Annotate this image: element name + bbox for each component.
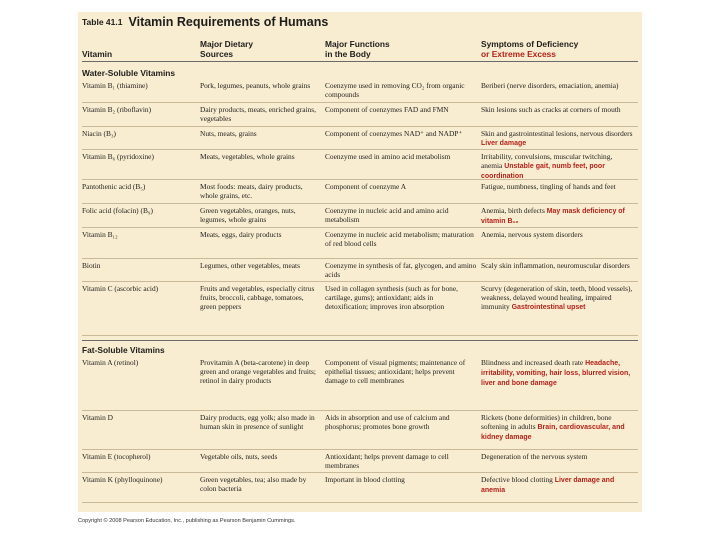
cell-vitamin-text: Vitamin K (phylloquinone)	[82, 475, 163, 484]
cell-vitamin-text: Niacin (B₃)	[82, 129, 116, 138]
cell-vitamin-text: Vitamin D	[82, 413, 113, 422]
cell-vitamin	[82, 153, 200, 181]
header-symptoms	[481, 39, 638, 59]
vitamin-table	[78, 12, 642, 512]
cell-functions-text: Component of visual pigments; maintenance of epithelial tissues; antioxidant; helps prevent damage to cell membranes	[325, 358, 466, 385]
cell-symptoms	[481, 359, 638, 410]
cell-vitamin-text: Vitamin A (retinol)	[82, 358, 139, 367]
water-soluble-rows	[82, 79, 638, 336]
cell-symptoms-text: Blindness and increased death rate	[481, 358, 584, 367]
header-sources-line1: Major Dietary	[200, 39, 254, 49]
cell-symptoms	[481, 414, 638, 449]
cell-sources	[200, 106, 325, 126]
cell-sources-text: Vegetable oils, nuts, seeds	[200, 452, 278, 461]
cell-symptoms	[481, 231, 638, 258]
cell-vitamin	[82, 453, 200, 472]
cell-functions-text: Coenzyme in synthesis of fat, glycogen, and amino acids	[325, 261, 477, 279]
table-title: Vitamin Requirements of Humans	[128, 15, 329, 29]
cell-symptoms-text: Scaly skin inflammation, neuromuscular disorders	[481, 261, 630, 270]
cell-symptoms	[481, 453, 638, 472]
cell-symptoms-text: Degeneration of the nervous system	[481, 452, 588, 461]
header-sources-line2: Sources	[200, 49, 234, 59]
excess-symptom-text: Gastrointestinal upset	[511, 303, 586, 311]
cell-symptoms-text: Irritability, convulsions, muscular twitching, anemia	[481, 152, 613, 170]
header-sources	[200, 39, 325, 59]
cell-symptoms	[481, 207, 638, 227]
cell-symptoms-text: Fatigue, numbness, tingling of hands and feet	[481, 182, 616, 191]
cell-vitamin	[82, 82, 200, 102]
excess-symptom-text: Unstable gait, numb feet, poor coordination	[481, 162, 605, 180]
cell-symptoms-text: Skin lesions such as cracks at corners of mouth	[481, 105, 621, 114]
table-row	[82, 103, 638, 127]
cell-sources	[200, 183, 325, 203]
table-row	[82, 150, 638, 180]
cell-functions-text: Aids in absorption and use of calcium and phosphorus; promotes bone growth	[325, 413, 450, 431]
cell-vitamin-text: Vitamin B₁ (thiamine)	[82, 81, 148, 90]
cell-functions	[325, 153, 481, 181]
cell-sources-text: Nuts, meats, grains	[200, 129, 257, 138]
table-row	[82, 282, 638, 336]
cell-symptoms-text: Beriberi (nerve disorders, emaciation, anemia)	[481, 81, 619, 90]
cell-functions	[325, 414, 481, 449]
cell-symptoms	[481, 183, 638, 203]
cell-vitamin-text: Vitamin B₁₂	[82, 230, 118, 239]
header-vitamin-label: Vitamin	[82, 49, 113, 59]
section-title-water: Water-Soluble Vitamins	[82, 68, 176, 78]
cell-functions	[325, 130, 481, 149]
cell-sources	[200, 453, 325, 472]
section-title-fat: Fat-Soluble Vitamins	[82, 345, 165, 355]
cell-symptoms-text: Anemia, birth defects	[481, 206, 545, 215]
cell-sources-text: Most foods: meats, dairy products, whole grains, etc.	[200, 182, 303, 200]
cell-sources-text: Dairy products, meats, enriched grains, vegetables	[200, 105, 316, 123]
table-row	[82, 204, 638, 228]
cell-functions-text: Coenzyme used in removing CO₂ from organic compounds	[325, 81, 465, 99]
cell-sources-text: Legumes, other vegetables, meats	[200, 261, 300, 270]
cell-symptoms-text: Rickets (bone deformities) in children, bone softening in adults	[481, 413, 612, 431]
cell-sources	[200, 231, 325, 258]
table-row	[82, 79, 638, 103]
header-functions-line1: Major Functions	[325, 39, 390, 49]
cell-functions	[325, 285, 481, 335]
cell-sources	[200, 153, 325, 181]
cell-sources-text: Meats, vegetables, whole grains	[200, 152, 295, 161]
cell-sources-text: Meats, eggs, dairy products	[200, 230, 282, 239]
table-row	[82, 411, 638, 450]
cell-functions	[325, 262, 481, 281]
cell-symptoms-text: Skin and gastrointestinal lesions, nervous disorders	[481, 129, 633, 138]
header-functions	[325, 39, 481, 59]
cell-functions-text: Component of coenzymes FAD and FMN	[325, 105, 449, 114]
cell-vitamin	[82, 414, 200, 449]
cell-functions	[325, 453, 481, 472]
cell-symptoms	[481, 262, 638, 281]
cell-functions	[325, 183, 481, 203]
header-vitamin	[82, 49, 200, 59]
cell-symptoms	[481, 82, 638, 102]
cell-functions-text: Used in collagen synthesis (such as for bone, cartilage, gums); antioxidant; aids in detoxification; improves iron absorption	[325, 284, 459, 311]
cell-sources-text: Pork, legumes, peanuts, whole grains	[200, 81, 311, 90]
cell-sources-text: Dairy products, egg yolk; also made in human skin in presence of sunlight	[200, 413, 315, 431]
excess-symptom-text: Brain, cardiovascular, and kidney damage	[481, 423, 625, 441]
cell-vitamin-text: Vitamin E (tocopherol)	[82, 452, 151, 461]
cell-functions-text: Component of coenzymes NAD⁺ and NADP⁺	[325, 129, 463, 138]
cell-vitamin-text: Vitamin C (ascorbic acid)	[82, 284, 159, 293]
cell-functions	[325, 82, 481, 102]
cell-vitamin-text: Vitamin B₂ (riboflavin)	[82, 105, 152, 114]
cell-functions-text: Component of coenzyme A	[325, 182, 407, 191]
cell-sources	[200, 207, 325, 227]
table-row	[82, 356, 638, 411]
table-row	[82, 450, 638, 473]
cell-functions	[325, 476, 481, 502]
cell-symptoms-text: Defective blood clotting	[481, 475, 553, 484]
excess-symptom-text: Headache, irritability, vomiting, hair loss, blurred vision, liver and bone damage	[481, 360, 631, 387]
cell-symptoms	[481, 153, 638, 181]
cell-symptoms	[481, 106, 638, 126]
excess-symptom-text: Liver damage	[481, 139, 527, 147]
cell-sources-text: Provitamin A (beta-carotene) in deep green and orange vegetables and fruits; retinol in dairy products	[200, 358, 316, 385]
cell-functions	[325, 359, 481, 410]
cell-symptoms	[481, 476, 638, 502]
cell-vitamin	[82, 231, 200, 258]
cell-sources-text: Green vegetables, tea; also made by colon bacteria	[200, 475, 307, 493]
cell-vitamin	[82, 359, 200, 410]
fat-soluble-rows	[82, 356, 638, 503]
cell-sources-text: Fruits and vegetables, especially citrus fruits, broccoli, cabbage, tomatoes, green peppers	[200, 284, 315, 311]
cell-functions-text: Coenzyme in nucleic acid metabolism; maturation of red blood cells	[325, 230, 474, 248]
cell-vitamin-text: Biotin	[82, 261, 101, 270]
cell-vitamin	[82, 183, 200, 203]
cell-vitamin	[82, 106, 200, 126]
cell-functions-text: Antioxidant; helps prevent damage to cell membranes	[325, 452, 449, 470]
header-functions-line2: in the Body	[325, 49, 371, 59]
table-header	[82, 32, 638, 62]
cell-sources	[200, 262, 325, 281]
cell-functions	[325, 231, 481, 258]
cell-vitamin-text: Folic acid (folacin) (B₉)	[82, 206, 153, 215]
cell-symptoms-text: Anemia, nervous system disorders	[481, 230, 583, 239]
table-row	[82, 127, 638, 150]
cell-functions	[325, 207, 481, 227]
cell-functions-text: Important in blood clotting	[325, 475, 405, 484]
cell-vitamin	[82, 262, 200, 281]
excess-symptom-text: May mask deficiency of vitamin B₁₂	[481, 208, 625, 225]
cell-functions-text: Coenzyme in nucleic acid and amino acid metabolism	[325, 206, 449, 224]
table-number: Table 41.1	[82, 17, 123, 27]
cell-vitamin	[82, 476, 200, 502]
table-row	[82, 473, 638, 503]
cell-sources	[200, 130, 325, 149]
table-row	[82, 228, 638, 259]
cell-sources	[200, 285, 325, 335]
cell-vitamin	[82, 207, 200, 227]
table-row	[82, 259, 638, 282]
cell-sources	[200, 414, 325, 449]
header-symptoms-line1: Symptoms of Deficiency	[481, 39, 579, 49]
cell-symptoms	[481, 285, 638, 335]
excess-symptom-text: Liver damage and anemia	[481, 477, 615, 494]
cell-symptoms	[481, 130, 638, 149]
cell-sources-text: Green vegetables, oranges, nuts, legumes, whole grains	[200, 206, 296, 224]
cell-vitamin-text: Pantothenic acid (B₅)	[82, 182, 146, 191]
table-row	[82, 180, 638, 204]
cell-vitamin	[82, 130, 200, 149]
cell-functions-text: Coenzyme used in amino acid metabolism	[325, 152, 451, 161]
cell-sources	[200, 82, 325, 102]
table-title-bar	[82, 12, 638, 32]
cell-sources	[200, 476, 325, 502]
cell-sources	[200, 359, 325, 410]
cell-vitamin	[82, 285, 200, 335]
copyright-notice: Copyright © 2008 Pearson Education, Inc., publishing as Pearson Benjamin Cummings.	[78, 518, 296, 524]
cell-functions	[325, 106, 481, 126]
cell-symptoms-text: Scurvy (degeneration of skin, teeth, blood vessels), weakness, delayed wound healing, impaired immunity	[481, 284, 633, 311]
header-symptoms-line2: or Extreme Excess	[481, 49, 556, 59]
cell-vitamin-text: Vitamin B₆ (pyridoxine)	[82, 152, 154, 161]
